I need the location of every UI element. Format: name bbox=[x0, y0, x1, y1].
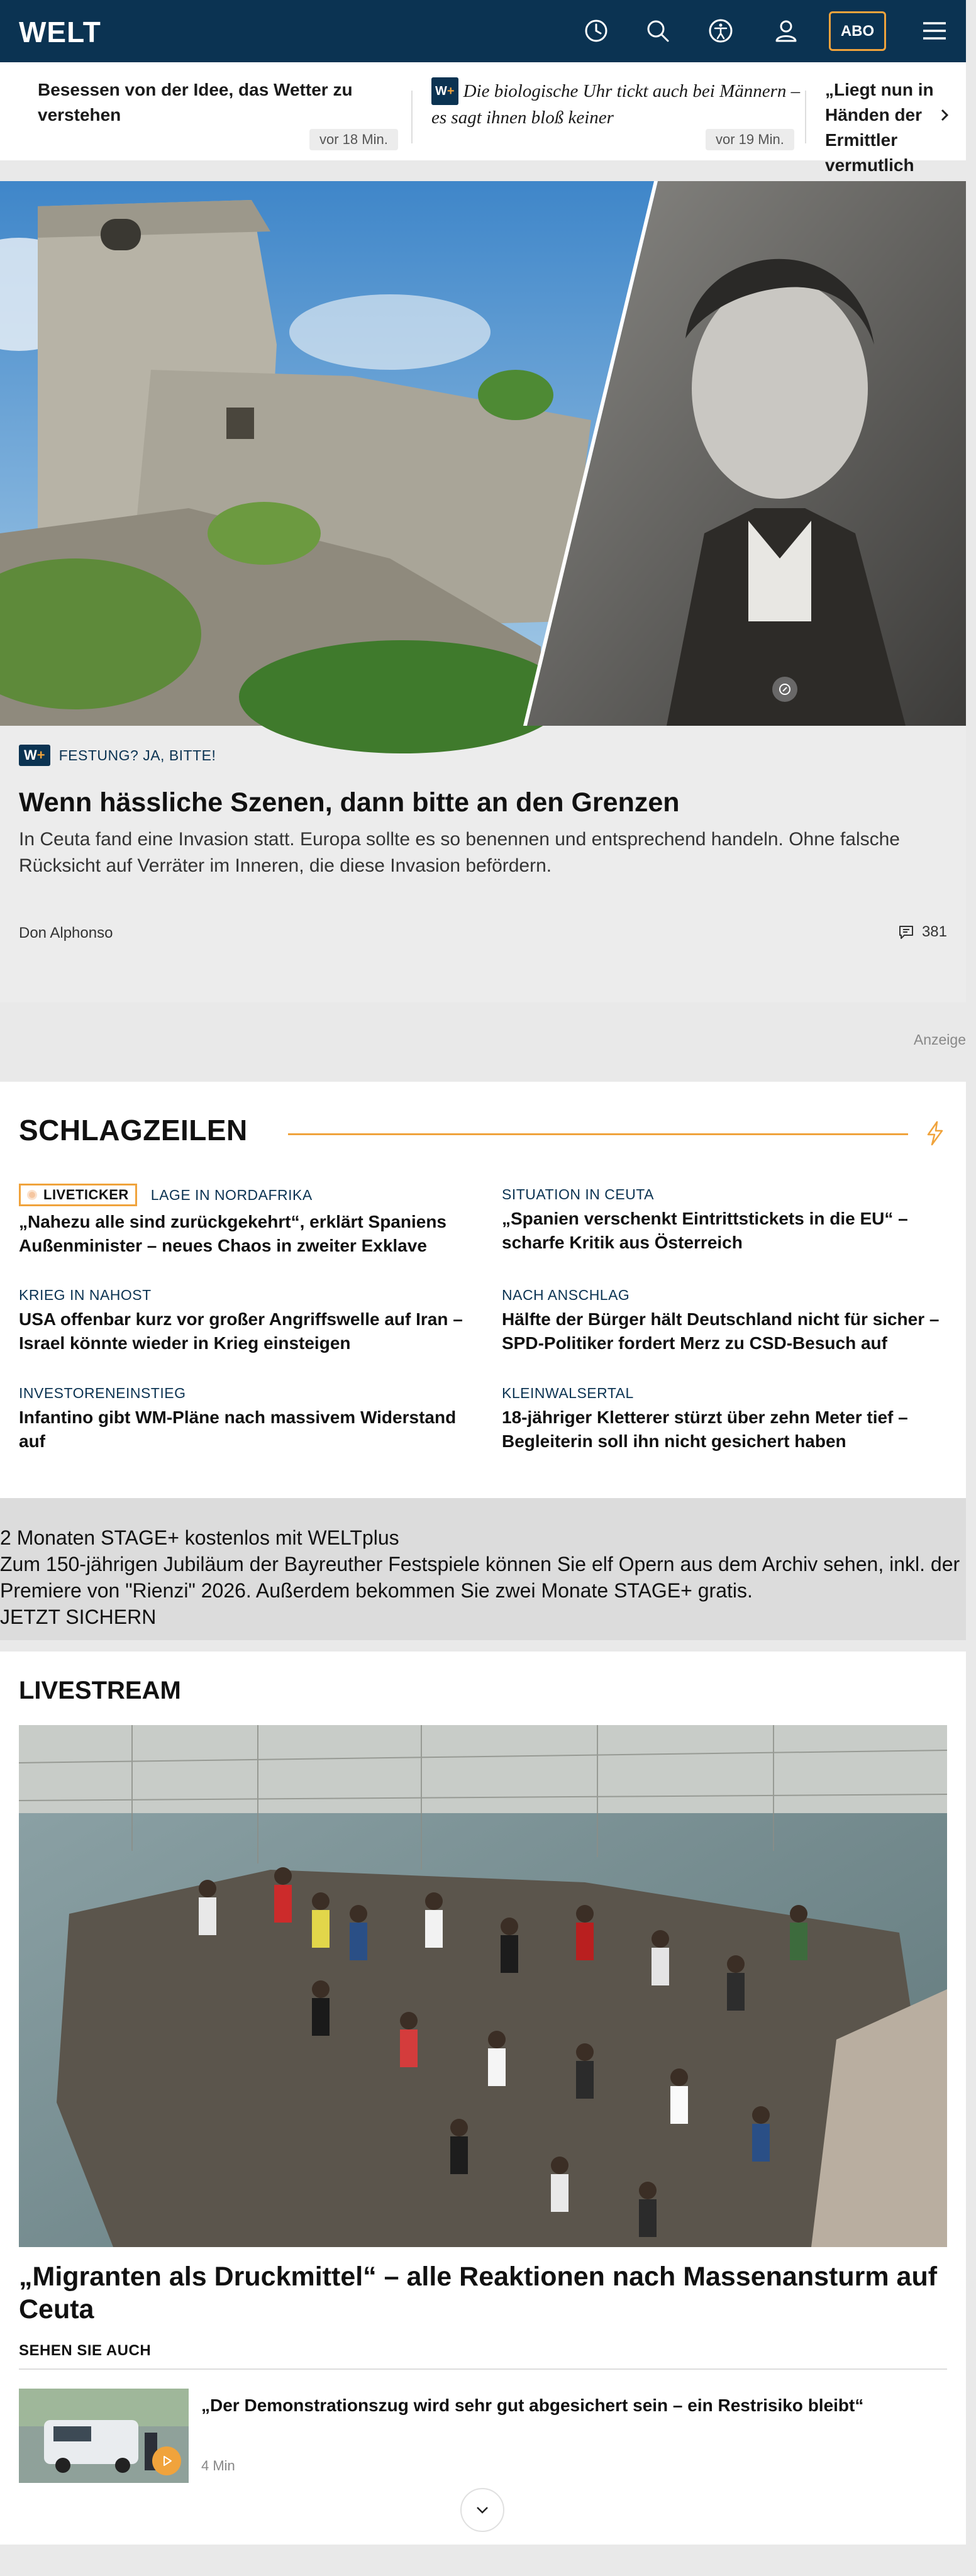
headline-text: Infantino gibt WM-Pläne nach massivem Widerstand auf bbox=[19, 1407, 457, 1451]
section-divider bbox=[288, 1133, 908, 1135]
lightning-icon bbox=[924, 1121, 946, 1149]
ticker-headline: W+ Die biologische Uhr tickt auch bei Männern – es sagt ihnen bloß keiner bbox=[431, 77, 804, 130]
welt-logo[interactable]: WELT bbox=[19, 16, 101, 48]
liveticker-badge: LIVETICKER bbox=[19, 1184, 137, 1206]
stage-plus-promo[interactable] bbox=[0, 1498, 966, 1640]
abo-button[interactable]: ABO bbox=[829, 11, 886, 51]
hero-intro: In Ceuta fand eine Invasion statt. Europa sollte es so benennen und entsprechend handeln. Ohne falsche Rücksicht auf Verräter im Inneren, die diese Invasion befördern. bbox=[19, 829, 900, 876]
hero-kicker: FESTUNG? JA, BITTE! bbox=[58, 747, 216, 763]
related-video-title: „Der Demonstrationszug wird sehr gut abgesichert sein – ein Restrisiko bleibt“ bbox=[201, 2396, 864, 2415]
headline-kicker: KRIEG IN NAHOST bbox=[19, 1287, 152, 1303]
wplus-badge: W+ bbox=[19, 745, 50, 766]
related-video-item[interactable] bbox=[19, 2389, 947, 2484]
headline-item[interactable] bbox=[19, 1385, 484, 1453]
ticker-headline: „Liegt nun in Händen der Ermittler vermutlich bbox=[825, 80, 934, 175]
user-icon[interactable] bbox=[771, 16, 801, 46]
hero-author[interactable]: Don Alphonso bbox=[19, 924, 113, 941]
ticker-item[interactable] bbox=[431, 77, 804, 130]
ticker-time: vor 19 Min. bbox=[706, 129, 794, 150]
livestream-headline[interactable]: „Migranten als Druckmittel“ – alle Reaktionen nach Massenansturm auf Ceuta bbox=[19, 2262, 938, 2324]
ticker-headline: Besessen von der Idee, das Wetter zu verstehen bbox=[38, 80, 353, 125]
hero-kicker-row bbox=[19, 745, 216, 766]
chevron-down-icon bbox=[474, 2502, 491, 2518]
comment-icon bbox=[898, 924, 914, 940]
promo-title: 2 Monaten STAGE+ kostenlos mit WELTplus bbox=[0, 1526, 399, 1549]
menu-icon[interactable] bbox=[919, 16, 950, 46]
history-icon[interactable] bbox=[581, 16, 611, 46]
news-ticker bbox=[0, 62, 966, 175]
search-icon[interactable] bbox=[643, 16, 673, 46]
hero-headline[interactable]: Wenn hässliche Szenen, dann bitte an den Grenzen bbox=[19, 787, 680, 818]
play-icon[interactable] bbox=[152, 2446, 181, 2475]
headline-item[interactable] bbox=[19, 1184, 484, 1258]
headlines-section bbox=[0, 1082, 966, 1498]
headline-item[interactable] bbox=[502, 1385, 967, 1453]
hero-teaser[interactable] bbox=[0, 181, 966, 1002]
hero-image[interactable] bbox=[0, 181, 966, 726]
promo-text: Zum 150-jährigen Jubiläum der Bayreuther Festspiele können Sie elf Opern aus dem Archiv sehen, inkl. der Premiere von "Rienzi" 2026. Außerdem bekommen Sie zwei Monate STAGE+ gratis. bbox=[0, 1553, 960, 1602]
ticker-item[interactable] bbox=[38, 77, 410, 128]
headline-text: USA offenbar kurz vor großer Angriffswelle auf Iran – Israel könnte wieder in Krieg einsteigen bbox=[19, 1309, 463, 1353]
headline-item[interactable] bbox=[19, 1287, 484, 1355]
comments-number: 381 bbox=[921, 923, 947, 940]
accessibility-icon[interactable] bbox=[706, 16, 736, 46]
livestream-section bbox=[0, 1652, 966, 2545]
comments-count[interactable] bbox=[898, 923, 947, 941]
headline-kicker: INVESTORENEINSTIEG bbox=[19, 1385, 186, 1401]
section-title: SCHLAGZEILEN bbox=[19, 1114, 248, 1146]
ad-label: Anzeige bbox=[913, 1031, 966, 1048]
headline-text: „Nahezu alle sind zurückgekehrt“, erklärt Spaniens Außenminister – neues Chaos in zweiter Exklave bbox=[19, 1212, 446, 1255]
ticker-time: vor 18 Min. bbox=[309, 129, 398, 150]
related-video-thumbnail[interactable] bbox=[19, 2389, 189, 2483]
show-more-button[interactable] bbox=[460, 2488, 504, 2532]
related-video-duration: 4 Min bbox=[201, 2458, 235, 2473]
headline-item[interactable] bbox=[502, 1287, 967, 1355]
ticker-separator bbox=[805, 91, 806, 143]
wplus-badge: W+ bbox=[431, 77, 458, 105]
live-dot-icon bbox=[27, 1190, 37, 1200]
ticker-next-button[interactable] bbox=[929, 100, 960, 130]
camera-icon[interactable] bbox=[772, 677, 797, 702]
see-also-divider bbox=[19, 2368, 947, 2370]
see-also-label: SEHEN SIE AUCH bbox=[19, 2342, 152, 2359]
promo-cta[interactable]: JETZT SICHERN bbox=[0, 1606, 157, 1628]
chevron-right-icon bbox=[937, 108, 952, 123]
headline-item[interactable] bbox=[502, 1186, 967, 1255]
headline-kicker: LIVETICKER LAGE IN NORDAFRIKA bbox=[19, 1184, 484, 1206]
headline-kicker: NACH ANSCHLAG bbox=[502, 1287, 630, 1303]
livestream-video[interactable] bbox=[19, 1725, 947, 2247]
headline-kicker: KLEINWALSERTAL bbox=[502, 1385, 634, 1401]
ticker-separator bbox=[411, 91, 413, 143]
headline-text: „Spanien verschenkt Eintrittstickets in die EU“ – scharfe Kritik aus Österreich bbox=[502, 1209, 908, 1252]
headline-kicker: SITUATION IN CEUTA bbox=[502, 1186, 654, 1202]
headline-text: 18-jähriger Kletterer stürzt über zehn Meter tief – Begleiterin soll ihn nicht gesichert haben bbox=[502, 1407, 908, 1451]
top-navigation-bar bbox=[0, 0, 966, 62]
section-title: LIVESTREAM bbox=[19, 1677, 181, 1704]
headline-text: Hälfte der Bürger hält Deutschland nicht für sicher – SPD-Politiker fordert Merz zu CSD-Besuch auf bbox=[502, 1309, 940, 1353]
